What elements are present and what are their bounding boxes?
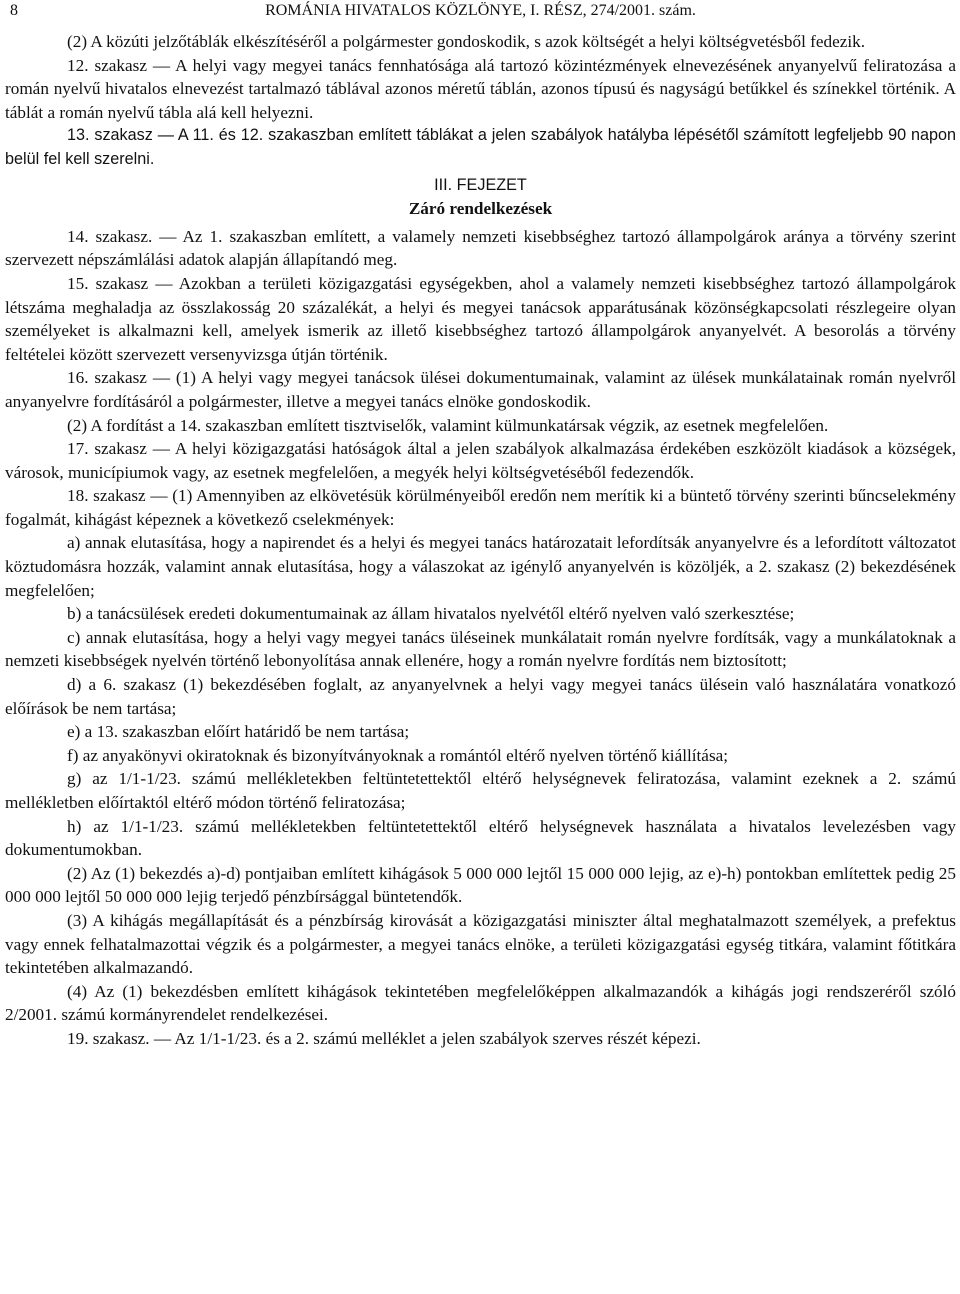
list-item-b: b) a tanácsülések eredeti dokumentumainak az állam hivatalos nyelvétől eltérő nyelven való szerkesztése; xyxy=(67,604,795,624)
list-item-d: d) a 6. szakasz (1) bekezdésében foglalt, az anyanyelvnek a helyi vagy megyei tanács ülésein való használatára vonatkozó előírások be nem tartása; xyxy=(5,675,956,718)
list-item-a: a) annak elutasítása, hogy a napirendet és a helyi és megyei tanács határozatait lefordítsák anyanyelvre és a lefordított változatot köztudomásra hozzák, valamint annak elutasítása, hogy a válaszokat az igénylő anyanyelvén is közöljék, a 2. szakasz (2) bekezdésének megfelelően; xyxy=(5,533,956,600)
list-item-h: h) az 1/1-1/23. számú mellékletekben feltüntetettektől eltérő helységnevek használata a hivatalos levelezésben vagy dokumentumokban. xyxy=(5,816,956,860)
list-item-e: e) a 13. szakaszban előírt határidő be nem tartása; xyxy=(67,722,410,742)
section-16: 16. szakasz — (1) A helyi vagy megyei tanácsok ülései dokumentumainak, valamint az ülések munkálatainak román nyelvről anyanyelvre fordításáról a polgármester, illetve a megyei tanács elnöke gondoskodik. xyxy=(5,368,956,411)
document-body xyxy=(5,30,956,1051)
paragraph: (2) A közúti jelzőtáblák elkészítéséről a polgármester gondoskodik, s azok költségét a helyi költségvetésből fedezik. xyxy=(67,32,866,51)
page-header xyxy=(5,0,956,30)
section-17: 17. szakasz — A helyi közigazgatási hatóságok által a jelen szabályok alkalmazása érdekében eszközölt kiadások a községek, városok, municípiumok vagy, az esetnek megfelelően, a megyék helyi költségvetéséből fedezendők. xyxy=(5,439,956,482)
paragraph: (2) A fordítást a 14. szakaszban említett tisztviselők, valamint külmunkatársak végzik, az esetnek megfelelően. xyxy=(67,415,829,435)
paragraph: (2) Az (1) bekezdés a)-d) pontjaiban említett kihágások 5 000 000 lejtől 15 000 000 lejig, az e)-h) pontokban említettek pedig 25 000 000 lejtől 50 000 000 lejig terjedő pénzbírsággal büntetendők. xyxy=(5,863,956,907)
paragraph: (3) A kihágás megállapítását és a pénzbírság kirovását a közigazgatási miniszter által meghatalmazott személyek, a prefektus vagy ennek felhatalmazottai végzik és a polgármester, a megyei tanács elnöke, a területi közigazgatási egység titkára, valamint főtitkára tekintetében alkalmazandó. xyxy=(5,910,956,978)
list-item-g: g) az 1/1-1/23. számú mellékletekben feltüntetettektől eltérő helységnevek feliratozása, valamint ezeknek a 2. számú mellékletben előírtaktól eltérő módon történő feliratozása; xyxy=(5,769,956,812)
paragraph: (4) Az (1) bekezdésben említett kihágások tekintetében megfelelőképpen alkalmazandók a kihágás jogi rendszeréről szóló 2/2001. számú kormányrendelet rendelkezései. xyxy=(5,981,956,1025)
list-item-f: f) az anyakönyvi okiratoknak és bizonyítványoknak a romántól eltérő nyelven történő kiállítása; xyxy=(67,745,729,765)
page-number: 8 xyxy=(10,2,18,19)
section-12: 12. szakasz — A helyi vagy megyei tanács fennhatósága alá tartozó közintézmények elnevezésének anyanyelvű feliratozása a román nyelvű hivatalos elnevezést tartalmazó táblával azonos méretű táblán, azonos típusú és nagyságú betűkkel és színekkel történik. A táblát a román nyelvű tábla alá kell helyezni. xyxy=(5,55,956,122)
section-13: 13. szakasz — A 11. és 12. szakaszban említett táblákat a jelen szabályok hatályba lépésétől számított legfeljebb 90 napon belül fel kell szerelni. xyxy=(5,126,956,168)
list-item-c: c) annak elutasítása, hogy a helyi vagy megyei tanács üléseinek munkálatait román nyelvre fordítsák, vagy a munkálatoknak a nemzeti kisebbségek nyelvén történő lebonyolítása annak ellenére, hogy a román nyelvre fordítás nem biztosított; xyxy=(5,627,956,671)
section-14: 14. szakasz. — Az 1. szakaszban említett, a valamely nemzeti kisebbséghez tartozó állampolgárok aránya a törvény szerint szervezett népszámlálási adatok alapján állapítandó meg. xyxy=(5,226,956,270)
chapter-number: III. FEJEZET xyxy=(434,175,527,194)
section-15: 15. szakasz — Azokban a területi közigazgatási egységekben, ahol a valamely nemzeti kisebbséghez tartozó állampolgárok létszáma meghaladja az összlakosság 20 százalékát, a helyi és megyei tanácsok apparátusának közönségkapcsolati részlegeire olyan személyeket is alkalmazni kell, amelyek ismerik az illető kisebbséghez tartozó állampolgárok anyanyelvét. A besorolás a törvény feltételei között szervezett versenyvizsga útján történik. xyxy=(5,273,956,364)
section-19: 19. szakasz. — Az 1/1-1/23. és a 2. számú melléklet a jelen szabályok szerves részét képezi. xyxy=(67,1028,701,1048)
section-18: 18. szakasz — (1) Amennyiben az elkövetésük körülményeiből eredőn nem merítik ki a büntető törvény szerinti bűncselekmény fogalmát, kihágást képeznek a következő cselekmények: xyxy=(5,486,956,529)
chapter-title: Záró rendelkezések xyxy=(408,199,553,219)
running-title: ROMÁNIA HIVATALOS KÖZLÖNYE, I. RÉSZ, 274/2001. szám. xyxy=(265,2,696,19)
